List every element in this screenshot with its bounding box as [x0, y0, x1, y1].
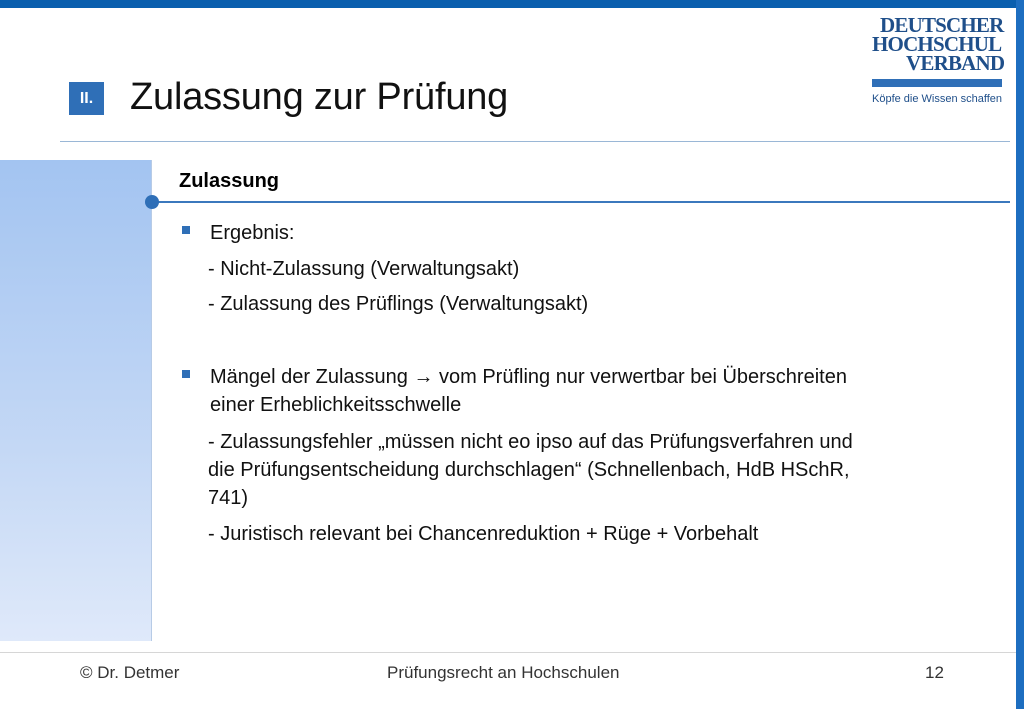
logo-line-1: DEUTSCHER [880, 13, 1004, 37]
subheading: Zulassung [179, 170, 280, 192]
paragraph-line: 741) [208, 487, 249, 509]
bullet-icon [182, 370, 190, 378]
section-badge: II. [69, 82, 104, 115]
paragraph-line: - Zulassungsfehler „müssen nicht eo ipso auf das Prüfungsverfahren und [208, 431, 853, 453]
footer-course: Prüfungsrecht an Hochschulen [387, 663, 620, 682]
page-number: 12 [925, 663, 944, 682]
logo-line-2: HOCHSCHUL [872, 32, 1002, 56]
list-item: - Nicht-Zulassung (Verwaltungsakt) [208, 258, 520, 280]
footer-author: © Dr. Detmer [80, 663, 180, 682]
footer-divider [0, 652, 1016, 653]
list-item: - Zulassung des Prüflings (Verwaltungsakt) [208, 293, 589, 315]
paragraph-line: die Prüfungsentscheidung durchschlagen“ (Schnellenbach, HdB HSchR, [208, 459, 850, 481]
paragraph-line: - Juristisch relevant bei Chancenreduktion + Rüge + Vorbehalt [208, 523, 759, 545]
bullet-maengel-line2: einer Erheblichkeitsschwelle [210, 394, 462, 416]
dhv-logo [868, 13, 1008, 105]
logo-bar [872, 79, 1002, 87]
title-divider [60, 141, 1010, 142]
logo-line-3: VERBAND [906, 51, 1005, 75]
slide-title: Zulassung zur Prüfung [130, 76, 509, 118]
side-gradient-panel [0, 160, 152, 641]
bullet-icon [182, 226, 190, 234]
right-accent-bar [1016, 0, 1024, 709]
subheading-divider [152, 201, 1010, 203]
bullet-ergebnis: Ergebnis: [210, 222, 295, 244]
top-accent-bar [0, 0, 1024, 8]
bullet-maengel-line1: Mängel der Zulassung → vom Prüfling nur verwertbar bei Überschreiten [210, 366, 847, 388]
divider-dot [145, 195, 159, 209]
logo-tagline: Köpfe die Wissen schaffen [872, 93, 1003, 105]
